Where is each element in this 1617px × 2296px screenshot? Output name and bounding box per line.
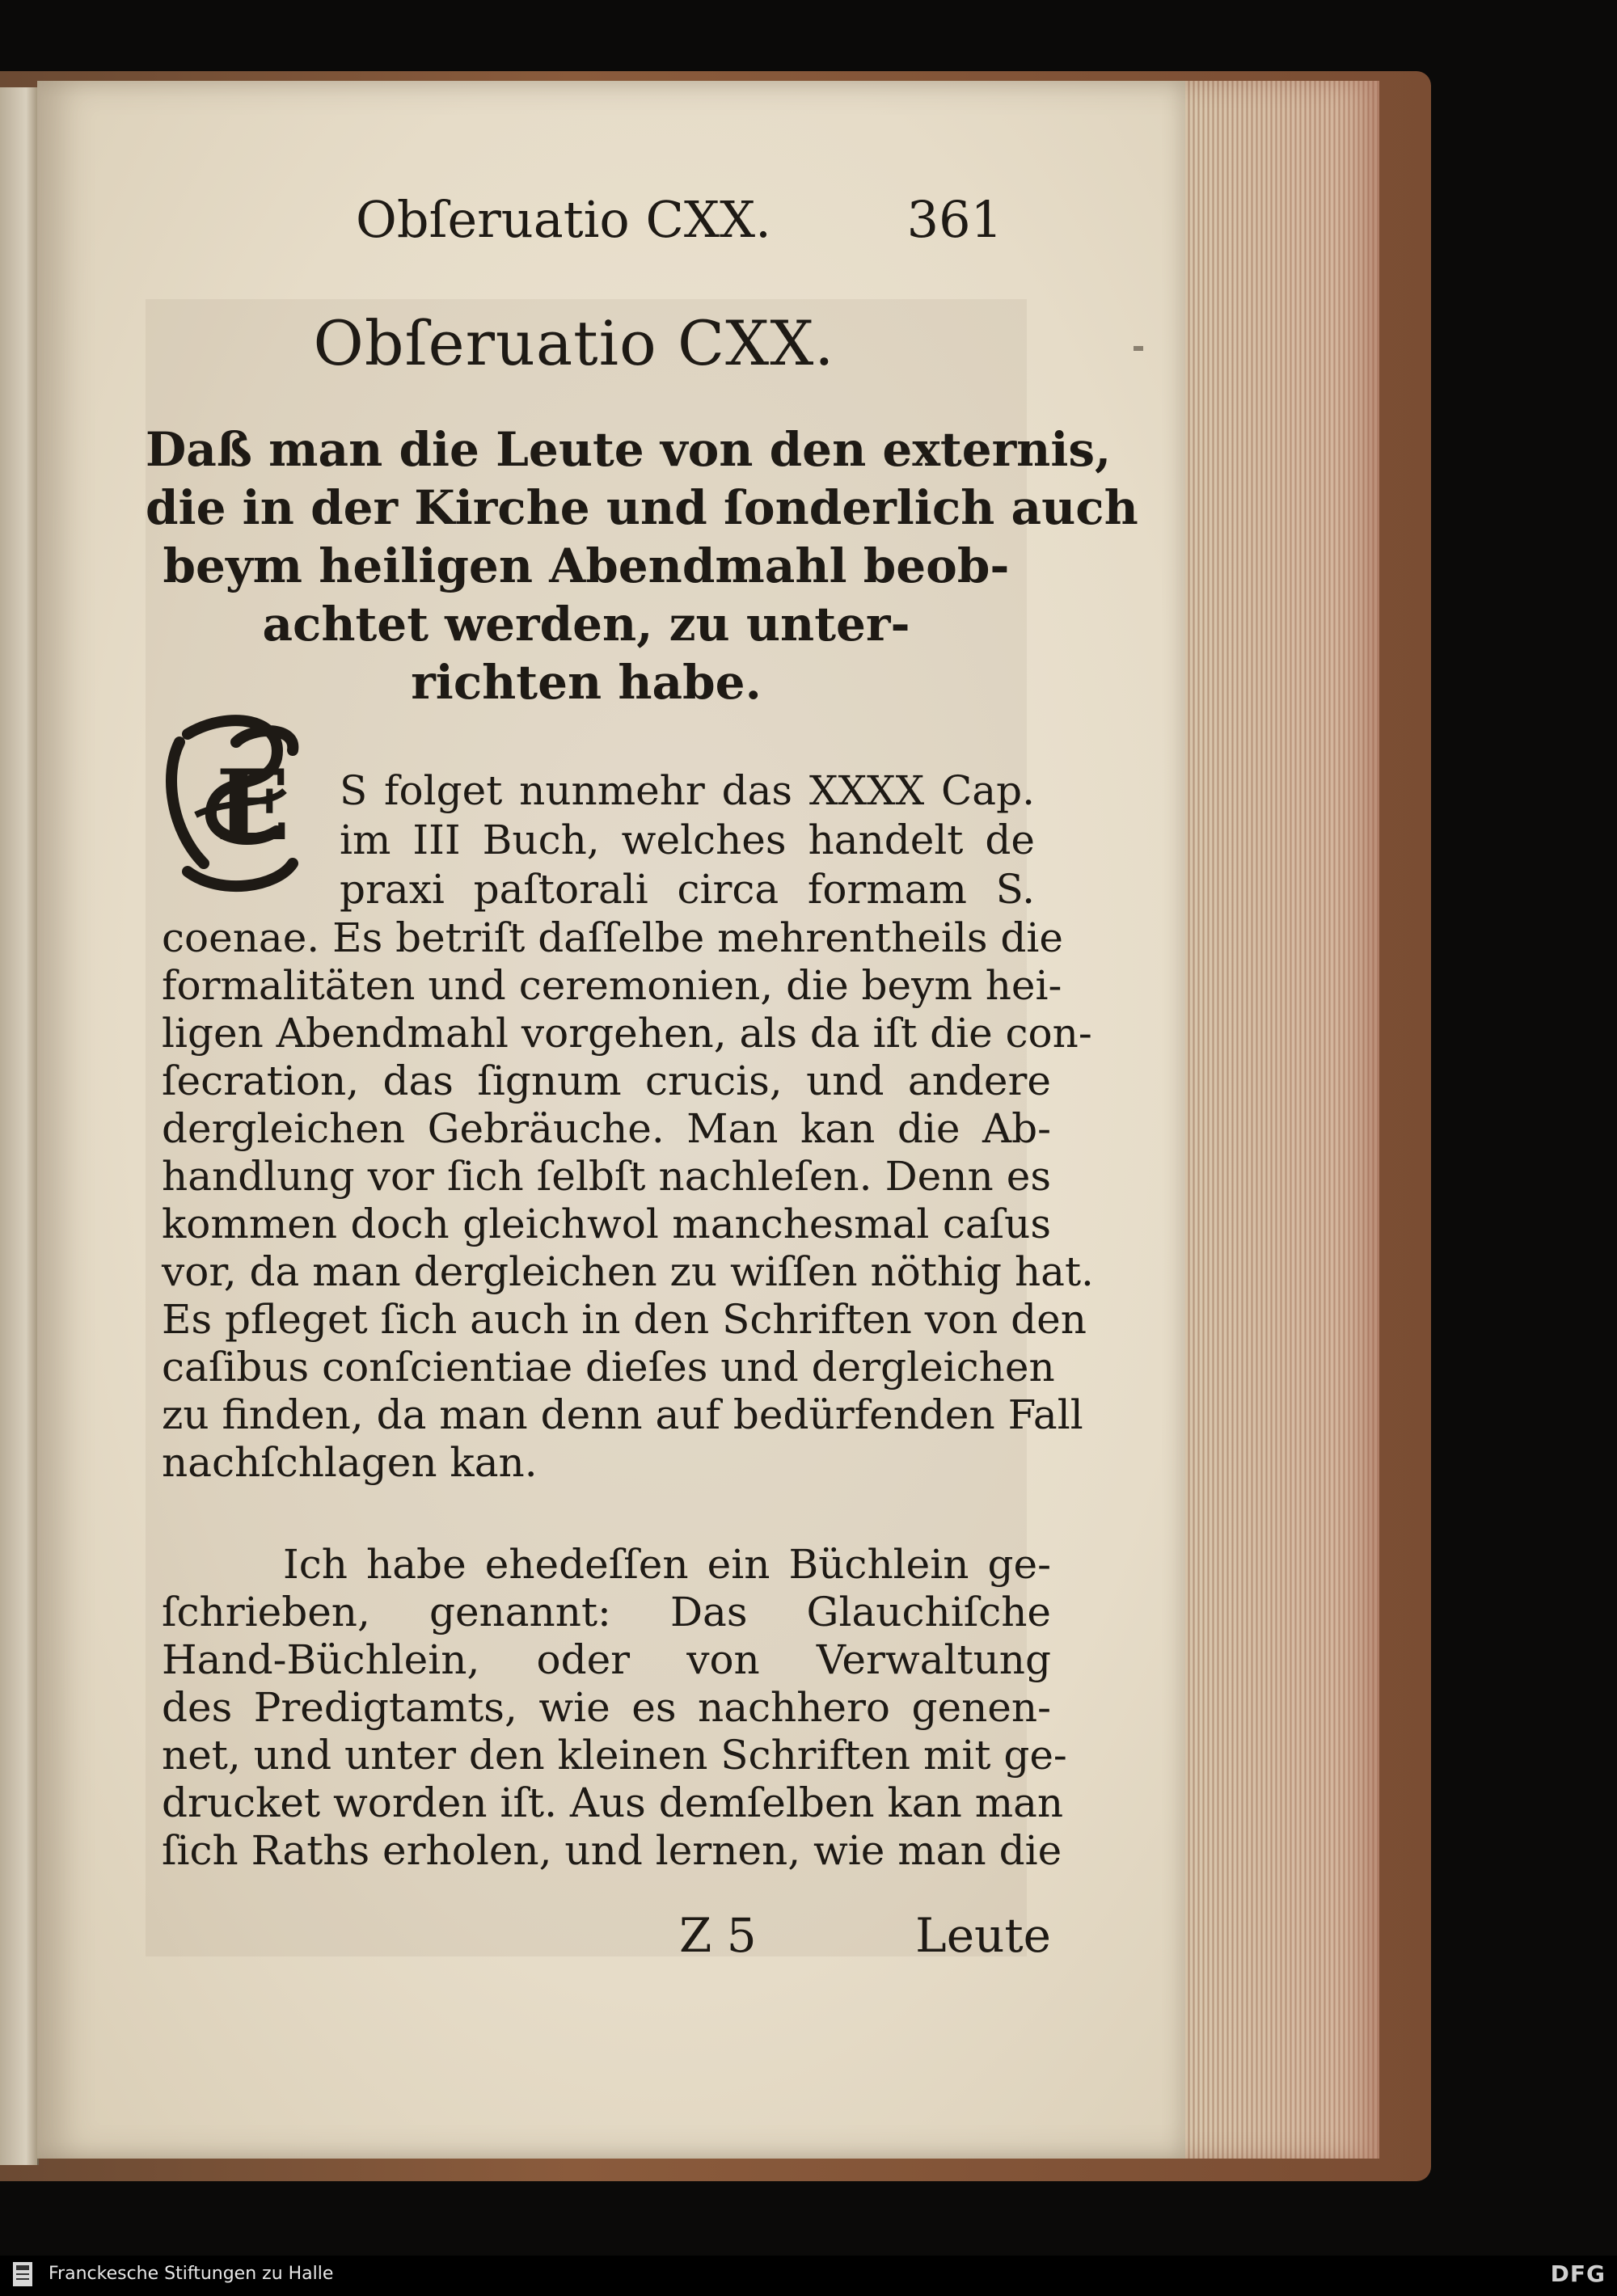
page-number: 361: [906, 190, 1003, 249]
text-line: ſchrieben, genannt: Das Glauchiſche: [162, 1589, 1051, 1635]
text-line: drucket worden iſt. Aus demſelben kan man: [162, 1779, 1064, 1826]
first-paragraph: [162, 914, 1094, 1487]
heading-line: die in der Kirche und ſonderlich auch: [146, 480, 1138, 535]
text-line: nachſchlagen kan.: [162, 1439, 538, 1486]
text-line: S folget nunmehr das XXXX Cap.: [340, 767, 1035, 814]
page-footer: [162, 1908, 1051, 1965]
text-line: praxi paſtorali circa formam S.: [340, 866, 1035, 913]
text-line: net, und unter den kleinen Schriften mit ge-: [162, 1732, 1067, 1779]
text-line: kommen doch gleichwol manchesmal caſus: [162, 1201, 1051, 1247]
chapter-heading: [146, 420, 1138, 711]
initial-letter: E: [216, 749, 290, 863]
heading-line: achtet werden, zu unter-: [262, 597, 910, 652]
institution-logo-icon: [8, 2259, 37, 2291]
heading-line: beym heiligen Abendmahl beob-: [163, 538, 1010, 593]
text-line: handlung vor ſich ſelbſt nachleſen. Denn es: [162, 1153, 1051, 1200]
text-line: zu finden, da man denn auf bedürfenden Fall: [162, 1391, 1083, 1438]
text-line: caſibus conſcientiae dieſes und dergleichen: [162, 1344, 1055, 1391]
heading-line: Daß man die Leute von den externis,: [146, 422, 1112, 477]
text-line: ſich Raths erholen, und lernen, wie man die: [162, 1827, 1062, 1874]
text-line: Ich habe ehedeſſen ein Büchlein ge-: [283, 1541, 1051, 1588]
text-line: dergleichen Gebräuche. Man kan die Ab-: [162, 1105, 1051, 1152]
text-line: im III Buch, welches handelt de: [340, 817, 1035, 863]
text-line: vor, da man dergleichen zu wiſſen nöthig hat.: [162, 1248, 1094, 1295]
dfg-logo: DFG: [1550, 2260, 1606, 2287]
observation-title: Obſeruatio CXX.: [313, 307, 835, 379]
catchword: Leute: [915, 1908, 1051, 1963]
page-edge-tint: [1185, 81, 1379, 2159]
heading-line: richten habe.: [411, 655, 762, 710]
text-line: ſecration, das ſignum crucis, und andere: [162, 1057, 1051, 1104]
text-line: formalitäten und ceremonien, die beym hei-: [162, 962, 1062, 1009]
running-header: [356, 190, 1003, 247]
signature-mark: Z 5: [679, 1908, 757, 1963]
margin-mark: [1134, 346, 1143, 351]
credit-text: Franckesche Stiftungen zu Halle: [49, 2264, 334, 2284]
text-line: des Predigtamts, wie es nachhero genen-: [162, 1684, 1051, 1731]
text-line: ligen Abendmahl vorgehen, als da iſt die con-: [162, 1010, 1092, 1057]
text-line: Es pfleget ſich auch in den Schriften von den: [162, 1296, 1087, 1343]
text-line: Hand-Büchlein, oder von Verwaltung: [162, 1636, 1051, 1683]
first-paragraph-indented: [340, 766, 1035, 914]
decorative-initial: [155, 710, 309, 896]
facing-page-edge: [0, 87, 39, 2165]
second-paragraph: [162, 1541, 1067, 1875]
text-line: coenae. Es betriſt daſſelbe mehrentheils die: [162, 914, 1064, 961]
running-title: Obſeruatio CXX.: [356, 190, 771, 249]
